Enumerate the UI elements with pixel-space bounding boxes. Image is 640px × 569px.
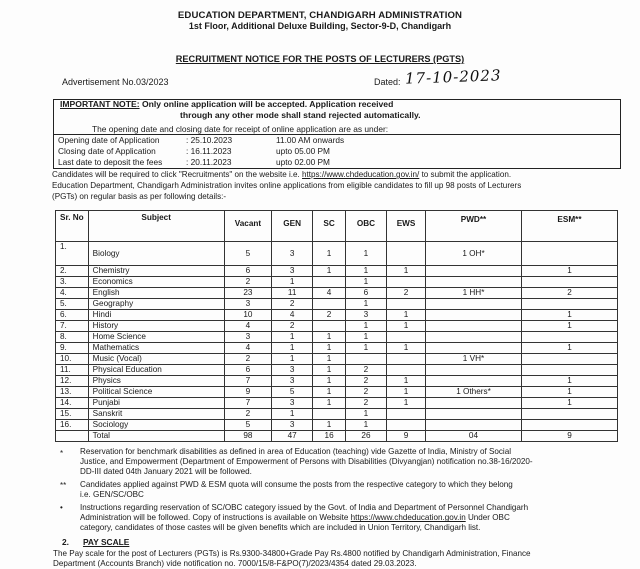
cell-pwd: 1 OH* xyxy=(426,242,522,266)
cell-vacant: 3 xyxy=(224,299,271,310)
opening-closing-intro: The opening date and closing date for receipt of online application are as under: xyxy=(92,124,389,134)
cell-gen: 11 xyxy=(272,288,313,299)
notice-title: RECRUITMENT NOTICE FOR THE POSTS OF LECTURERS (PGTS) xyxy=(175,54,465,64)
header-sc: SC xyxy=(313,211,346,242)
cell-pwd: 1 Others* xyxy=(426,387,522,398)
cell-pwd xyxy=(426,299,522,310)
candidates-pre: Candidates will be required to click "Recruitments" on the website i.e. xyxy=(52,170,300,179)
header-vacant: Vacant xyxy=(224,211,271,242)
header-pwd: PWD** xyxy=(426,211,522,242)
cell-vacant: 5 xyxy=(224,242,271,266)
cell-vacant: 7 xyxy=(224,398,271,409)
cell-vacant: 5 xyxy=(224,420,271,431)
cell-gen: 3 xyxy=(272,266,313,277)
cell-subject: Chemistry xyxy=(88,266,224,277)
candidates-instruction xyxy=(52,170,511,179)
cell-pwd xyxy=(426,376,522,387)
important-note-text1: Only online application will be accepted. Application received xyxy=(141,99,394,109)
cell-gen: 2 xyxy=(272,299,313,310)
cell-sr-no: 6. xyxy=(56,310,89,321)
cell-subject: History xyxy=(88,321,224,332)
date-time: upto 02.00 PM xyxy=(276,157,330,167)
footnote-bullet-marker: • xyxy=(60,503,63,512)
cell-gen: 3 xyxy=(272,398,313,409)
cell-gen: 5 xyxy=(272,387,313,398)
cell-sr-no: 14. xyxy=(56,398,89,409)
cell-ews: 1 xyxy=(387,266,426,277)
footnote-star-line1: Reservation for benchmark disabilities as defined in area of Education (teaching) vide Gazette of India, Ministry of Social xyxy=(80,447,511,456)
cell-obc xyxy=(345,354,386,365)
cell-sc: 1 xyxy=(313,343,346,354)
date-label: Closing date of Application xyxy=(58,146,156,156)
cell-obc: 2 xyxy=(345,387,386,398)
cell-pwd xyxy=(426,266,522,277)
cell-gen: 3 xyxy=(272,242,313,266)
cell-ews xyxy=(387,242,426,266)
cell-sr-no xyxy=(56,431,89,442)
cell-pwd: 04 xyxy=(426,431,522,442)
cell-subject: Geography xyxy=(88,299,224,310)
cell-ews: 1 xyxy=(387,387,426,398)
cell-ews xyxy=(387,277,426,288)
pay-scale-number: 2. xyxy=(62,537,69,547)
cell-vacant: 23 xyxy=(224,288,271,299)
cell-pwd: 1 VH* xyxy=(426,354,522,365)
footnote-star-line3: DD-III dated 04th January 2021 will be followed. xyxy=(80,467,252,477)
cell-obc: 1 xyxy=(345,277,386,288)
invite-line1: Education Department, Chandigarh Administration invites online applications from eligible candidates to fill up 98 posts of Lecturers xyxy=(52,181,522,190)
cell-sc: 1 xyxy=(313,266,346,277)
cell-sc xyxy=(313,299,346,310)
cell-vacant: 10 xyxy=(224,310,271,321)
cell-pwd xyxy=(426,310,522,321)
cell-pwd xyxy=(426,332,522,343)
cell-ews: 1 xyxy=(387,321,426,332)
cell-esm xyxy=(521,354,617,365)
cell-sr-no: 10. xyxy=(56,354,89,365)
cell-esm: 1 xyxy=(521,321,617,332)
cell-gen: 2 xyxy=(272,321,313,332)
cell-pwd xyxy=(426,420,522,431)
cell-gen: 1 xyxy=(272,332,313,343)
table-row xyxy=(56,420,618,431)
cell-obc: 3 xyxy=(345,310,386,321)
table-row xyxy=(56,332,618,343)
table-row xyxy=(56,354,618,365)
candidates-post: to submit the application. xyxy=(421,170,512,179)
table-row xyxy=(56,266,618,277)
cell-pwd xyxy=(426,409,522,420)
cell-esm xyxy=(521,420,617,431)
cell-obc: 2 xyxy=(345,376,386,387)
cell-sr-no: 13. xyxy=(56,387,89,398)
cell-sr-no: 1. xyxy=(56,242,89,266)
footnote-dot-line2-post: Under OBC xyxy=(467,513,510,523)
table-header-row xyxy=(56,211,618,242)
cell-obc: 2 xyxy=(345,398,386,409)
cell-obc: 2 xyxy=(345,365,386,376)
date-time: 11.00 AM onwards xyxy=(276,135,345,145)
cell-subject: Home Science xyxy=(88,332,224,343)
date-label: Last date to deposit the fees xyxy=(58,157,163,167)
cell-esm: 2 xyxy=(521,288,617,299)
header-sr-no: Sr. No xyxy=(56,211,89,242)
cell-subject: Punjabi xyxy=(88,398,224,409)
cell-sr-no: 4. xyxy=(56,288,89,299)
date-value: : 25.10.2023 xyxy=(186,135,233,145)
cell-subject: Physical Education xyxy=(88,365,224,376)
cell-esm xyxy=(521,277,617,288)
cell-gen: 1 xyxy=(272,277,313,288)
cell-sc: 1 xyxy=(313,332,346,343)
table-row xyxy=(56,299,618,310)
important-note-text2: through any other mode shall stand rejected automatically. xyxy=(180,110,421,120)
cell-gen: 3 xyxy=(272,420,313,431)
cell-sr-no: 15. xyxy=(56,409,89,420)
cell-ews: 9 xyxy=(387,431,426,442)
cell-sr-no: 12. xyxy=(56,376,89,387)
vacancy-table xyxy=(55,210,618,442)
cell-obc: 1 xyxy=(345,242,386,266)
cell-gen: 4 xyxy=(272,310,313,321)
date-time: upto 05.00 PM xyxy=(276,146,330,156)
table-row xyxy=(56,409,618,420)
pay-scale-line2: Department (Accounts Branch) vide notification no. 7000/15/8-F&PO(7)/2023/4354 dated 29.03.2023. xyxy=(53,559,417,568)
footnote-dot-line2-pre: Administration will be followed. Copy of instructions is available on Website xyxy=(80,513,349,523)
footnote-dot-line1: Instructions regarding reservation of SC/OBC category issued by the Govt. of India and Department of Personnel Chandigarh xyxy=(80,503,529,512)
table-row xyxy=(56,288,618,299)
header-subject: Subject xyxy=(88,211,224,242)
cell-obc: 1 xyxy=(345,332,386,343)
cell-gen: 1 xyxy=(272,343,313,354)
cell-sc: 1 xyxy=(313,420,346,431)
address-text: 1st Floor, Additional Deluxe Building, Sector-9-D, Chandigarh xyxy=(188,21,452,31)
cell-obc: 1 xyxy=(345,321,386,332)
cell-sc: 1 xyxy=(313,387,346,398)
cell-pwd xyxy=(426,343,522,354)
footnote-pwd-reservation xyxy=(80,447,620,478)
cell-sr-no: 16. xyxy=(56,420,89,431)
cell-sr-no: 3. xyxy=(56,277,89,288)
cell-obc: 1 xyxy=(345,409,386,420)
cell-ews: 1 xyxy=(387,376,426,387)
cell-esm: 1 xyxy=(521,266,617,277)
invite-line2: (PGTs) on regular basis as per following details:- xyxy=(52,192,227,201)
cell-esm: 1 xyxy=(521,387,617,398)
cell-ews xyxy=(387,365,426,376)
cell-esm: 1 xyxy=(521,310,617,321)
footnote-pwd-esm xyxy=(80,480,620,500)
cell-esm xyxy=(521,365,617,376)
cell-subject: Physics xyxy=(88,376,224,387)
important-note-label: IMPORTANT NOTE: xyxy=(60,99,140,109)
cell-sc xyxy=(313,277,346,288)
date-value: : 16.11.2023 xyxy=(186,146,232,156)
cell-esm xyxy=(521,299,617,310)
cell-ews: 1 xyxy=(387,310,426,321)
cell-esm: 1 xyxy=(521,376,617,387)
cell-ews: 2 xyxy=(387,288,426,299)
cell-vacant: 2 xyxy=(224,277,271,288)
table-row xyxy=(56,242,618,266)
cell-subject: Music (Vocal) xyxy=(88,354,224,365)
cell-ews: 1 xyxy=(387,343,426,354)
cell-obc: 26 xyxy=(345,431,386,442)
cell-sc: 1 xyxy=(313,376,346,387)
cell-ews xyxy=(387,299,426,310)
cell-vacant: 9 xyxy=(224,387,271,398)
cell-sr-no: 8. xyxy=(56,332,89,343)
cell-vacant: 6 xyxy=(224,365,271,376)
cell-vacant: 2 xyxy=(224,409,271,420)
table-body xyxy=(56,242,618,442)
header-ews: EWS xyxy=(387,211,426,242)
table-row xyxy=(56,321,618,332)
cell-subject: Mathematics xyxy=(88,343,224,354)
cell-sc: 1 xyxy=(313,354,346,365)
total-row xyxy=(56,431,618,442)
table-row xyxy=(56,376,618,387)
cell-sr-no: 7. xyxy=(56,321,89,332)
footnote-dot-line3: category, candidates of those castes will be given benefits which are included in Union Territory, Chandigarh list. xyxy=(80,523,481,533)
cell-vacant: 7 xyxy=(224,376,271,387)
cell-sc: 1 xyxy=(313,365,346,376)
cell-subject: Political Science xyxy=(88,387,224,398)
cell-subject: Economics xyxy=(88,277,224,288)
cell-vacant: 4 xyxy=(224,321,271,332)
cell-sc: 1 xyxy=(313,398,346,409)
cell-vacant: 3 xyxy=(224,332,271,343)
pay-scale-heading xyxy=(62,537,129,547)
table-row xyxy=(56,310,618,321)
footnote-dstar-line2: i.e. GEN/SC/OBC xyxy=(80,490,144,500)
table-row xyxy=(56,277,618,288)
department-address xyxy=(0,21,640,31)
cell-sc: 2 xyxy=(313,310,346,321)
table-row xyxy=(56,365,618,376)
header-obc: OBC xyxy=(345,211,386,242)
header-esm: ESM** xyxy=(521,211,617,242)
cell-esm: 1 xyxy=(521,398,617,409)
cell-ews: 1 xyxy=(387,398,426,409)
cell-pwd xyxy=(426,398,522,409)
cell-esm: 1 xyxy=(521,343,617,354)
cell-pwd xyxy=(426,277,522,288)
footnote-star-line2: Justice, and Empowerment (Department of Empowerment of Persons with Disabilities (Divyangjan) notification no.38-16/2020- xyxy=(80,457,533,467)
footnote-obc xyxy=(80,503,620,534)
cell-subject: Biology xyxy=(88,242,224,266)
date-value: : 20.11.2023 xyxy=(186,157,232,167)
pay-scale-line1: The Pay scale for the post of Lecturers (PGTs) is Rs.9300-34800+Grade Pay Rs.4800 notified by Chandigarh Administration, Finance xyxy=(53,549,531,558)
table-row xyxy=(56,343,618,354)
cell-obc: 6 xyxy=(345,288,386,299)
cell-vacant: 4 xyxy=(224,343,271,354)
pay-scale-title: PAY SCALE xyxy=(82,537,130,547)
cell-vacant: 6 xyxy=(224,266,271,277)
cell-obc: 1 xyxy=(345,299,386,310)
cell-subject: Hindi xyxy=(88,310,224,321)
cell-obc: 1 xyxy=(345,420,386,431)
footnote-dot-line2 xyxy=(80,513,620,523)
important-note xyxy=(60,99,393,109)
pay-scale-text xyxy=(53,549,628,569)
cell-sr-no: 9. xyxy=(56,343,89,354)
cell-sc xyxy=(313,321,346,332)
cell-sc xyxy=(313,409,346,420)
cell-obc: 1 xyxy=(345,266,386,277)
cell-sr-no: 5. xyxy=(56,299,89,310)
obc-instructions-link[interactable]: https://www.chdeducation.gov.in xyxy=(350,513,466,523)
cell-sc: 1 xyxy=(313,242,346,266)
cell-esm xyxy=(521,409,617,420)
footnote-dstar-line1: Candidates applied against PWD & ESM quota will consume the posts from the respective category to which they belong xyxy=(80,480,513,489)
dated-label: Dated: xyxy=(374,77,401,87)
recruitment-website-link[interactable]: https://www.chdeducation.gov.in/ xyxy=(302,170,420,179)
cell-esm xyxy=(521,242,617,266)
cell-gen: 47 xyxy=(272,431,313,442)
cell-sc: 16 xyxy=(313,431,346,442)
cell-pwd: 1 HH* xyxy=(426,288,522,299)
table-row xyxy=(56,387,618,398)
date-label: Opening date of Application xyxy=(58,135,160,145)
cell-pwd xyxy=(426,321,522,332)
cell-esm xyxy=(521,332,617,343)
cell-sr-no: 2. xyxy=(56,266,89,277)
cell-subject: Total xyxy=(88,431,224,442)
cell-gen: 1 xyxy=(272,354,313,365)
cell-obc: 1 xyxy=(345,343,386,354)
handwritten-date: 17-10-2023 xyxy=(404,66,502,88)
cell-vacant: 2 xyxy=(224,354,271,365)
cell-gen: 3 xyxy=(272,365,313,376)
cell-pwd xyxy=(426,365,522,376)
cell-gen: 1 xyxy=(272,409,313,420)
cell-vacant: 98 xyxy=(224,431,271,442)
cell-subject: Sanskrit xyxy=(88,409,224,420)
cell-ews xyxy=(387,409,426,420)
department-title: EDUCATION DEPARTMENT, CHANDIGARH ADMINISTRATION xyxy=(177,10,463,21)
cell-ews xyxy=(387,332,426,343)
cell-subject: Sociology xyxy=(88,420,224,431)
footnote-star-marker: * xyxy=(60,449,64,458)
cell-subject: English xyxy=(88,288,224,299)
cell-ews xyxy=(387,420,426,431)
cell-gen: 3 xyxy=(272,376,313,387)
cell-esm: 9 xyxy=(521,431,617,442)
cell-sr-no: 11. xyxy=(56,365,89,376)
cell-sc: 4 xyxy=(313,288,346,299)
footnote-dstar-marker: ** xyxy=(60,481,67,490)
cell-ews xyxy=(387,354,426,365)
advertisement-number: Advertisement No.03/2023 xyxy=(62,77,169,87)
table-row xyxy=(56,398,618,409)
header-gen: GEN xyxy=(272,211,313,242)
